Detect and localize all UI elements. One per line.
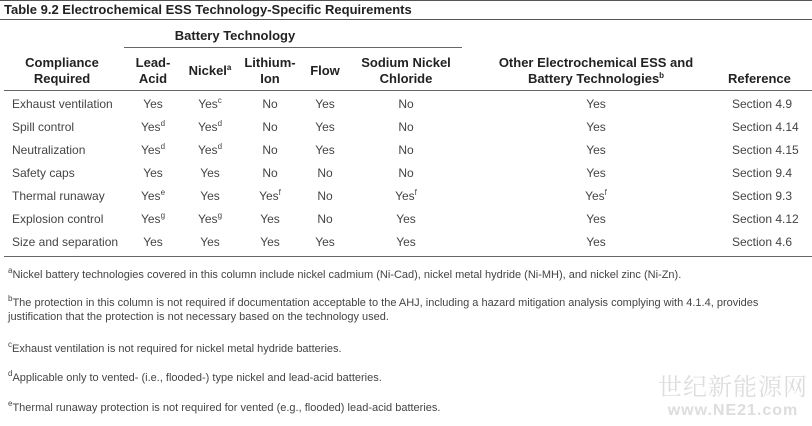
- footnote-a: [8, 268, 768, 282]
- cell-value: No: [398, 166, 414, 180]
- row-label: Neutralization: [12, 143, 86, 157]
- footnote-text: Thermal runaway protection is not required for vented (e.g., flooded) lead-acid batteries.: [12, 402, 441, 414]
- footnote-mark: c: [8, 340, 12, 349]
- footnote-mark: b: [8, 294, 13, 303]
- cell-value: No: [317, 212, 333, 226]
- cell-reference: Section 4.6: [732, 235, 793, 249]
- cell-lead-acid: [124, 166, 182, 180]
- cell-lead-acid: [124, 97, 182, 111]
- cell-lithium-ion: [238, 189, 302, 203]
- col-header-flow: Flow: [310, 63, 340, 78]
- cell-lead-acid: [124, 120, 182, 134]
- col-header-reference: Reference: [728, 71, 791, 86]
- footnote-mark: d: [8, 369, 13, 378]
- cell-flow: [302, 189, 348, 203]
- cell-reference: Section 9.4: [732, 166, 793, 180]
- cell-value: No: [398, 143, 414, 157]
- cell-other: [472, 97, 720, 111]
- cell-value: Yes: [200, 189, 220, 203]
- footnote-text: Exhaust ventilation is not required for nickel metal hydride batteries.: [12, 343, 342, 355]
- cell-lead-acid: [124, 212, 182, 226]
- cell-value: Yes: [396, 212, 416, 226]
- cell-value: Yes: [197, 120, 218, 134]
- cell-sodium-nickel-chloride: [350, 166, 462, 180]
- cell-sodium-nickel-chloride: [350, 143, 462, 157]
- cell-value: Yes: [197, 143, 218, 157]
- row-label: Thermal runaway: [12, 189, 105, 203]
- cell-value: Yes: [585, 189, 605, 203]
- footnote-marker: e: [160, 188, 166, 197]
- footnote-marker: g: [217, 211, 223, 220]
- footnote-marker: d: [217, 142, 223, 151]
- cell-value: No: [398, 97, 414, 111]
- cell-sodium-nickel-chloride: [350, 212, 462, 226]
- cell-value: Yes: [315, 143, 335, 157]
- cell-lithium-ion: [238, 120, 302, 134]
- cell-nickel: [182, 212, 238, 226]
- footnote-text: Nickel battery technologies covered in this column include nickel cadmium (Ni-Cad), nickel metal hydride (Ni-MH), and nickel zinc (Ni-Zn).: [12, 269, 682, 281]
- footnote-marker: d: [217, 119, 223, 128]
- cell-nickel: [182, 97, 238, 111]
- row-label: Exhaust ventilation: [12, 97, 113, 111]
- col-header-lead-acid: Lead- Acid: [135, 55, 171, 86]
- cell-value: Yes: [260, 212, 280, 226]
- cell-value: Yes: [315, 235, 335, 249]
- cell-value: No: [262, 120, 278, 134]
- cell-other: [472, 189, 720, 203]
- cell-value: No: [317, 166, 333, 180]
- header-rule: [4, 90, 812, 91]
- cell-other: [472, 143, 720, 157]
- cell-sodium-nickel-chloride: [350, 120, 462, 134]
- table-bottom-rule: [4, 256, 812, 257]
- cell-lithium-ion: [238, 235, 302, 249]
- cell-reference: Section 4.9: [732, 97, 793, 111]
- cell-value: No: [262, 166, 278, 180]
- row-label: Explosion control: [12, 212, 104, 226]
- cell-lithium-ion: [238, 97, 302, 111]
- cell-value: Yes: [586, 143, 606, 157]
- cell-reference: Section 4.12: [732, 212, 799, 226]
- cell-value: Yes: [200, 235, 220, 249]
- cell-value: Yes: [197, 212, 218, 226]
- footnote-b: [8, 296, 768, 324]
- cell-value: Yes: [143, 235, 163, 249]
- col-header-nickel: Nickel$^a$: [188, 63, 232, 78]
- cell-lead-acid: [124, 143, 182, 157]
- cell-value: Yes: [200, 166, 220, 180]
- cell-value: Yes: [586, 97, 606, 111]
- footnote-marker: d: [160, 142, 166, 151]
- cell-nickel: [182, 189, 238, 203]
- footnote-text: The protection in this column is not required if documentation acceptable to the AHJ, including a hazard mitigation analysis complying with 4.1.4, provides justification that the protection is not necessary based on the technology used.: [8, 297, 759, 323]
- cell-value: Yes: [140, 120, 161, 134]
- cell-lithium-ion: [238, 212, 302, 226]
- cell-value: Yes: [140, 212, 161, 226]
- cell-flow: [302, 120, 348, 134]
- cell-nickel: [182, 120, 238, 134]
- cell-value: Yes: [395, 189, 415, 203]
- cell-sodium-nickel-chloride: [350, 235, 462, 249]
- cell-nickel: [182, 143, 238, 157]
- cell-value: Yes: [315, 97, 335, 111]
- footnote-mark: e: [8, 399, 13, 408]
- cell-flow: [302, 166, 348, 180]
- cell-flow: [302, 143, 348, 157]
- cell-flow: [302, 235, 348, 249]
- footnote-e: [8, 401, 768, 415]
- cell-other: [472, 235, 720, 249]
- cell-value: Yes: [198, 97, 218, 111]
- footnote-marker: g: [160, 211, 166, 220]
- cell-value: Yes: [259, 189, 279, 203]
- col-header-other: Other Electrochemical ESS and Battery Technologies$^b$: [498, 55, 694, 86]
- cell-lithium-ion: [238, 143, 302, 157]
- cell-reference: Section 4.15: [732, 143, 799, 157]
- footnote-text: Applicable only to vented- (i.e., flooded-) type nickel and lead-acid batteries.: [12, 372, 382, 384]
- cell-lithium-ion: [238, 166, 302, 180]
- cell-value: Yes: [396, 235, 416, 249]
- cell-value: No: [317, 189, 333, 203]
- cell-value: Yes: [315, 120, 335, 134]
- cell-sodium-nickel-chloride: [350, 97, 462, 111]
- cell-lead-acid: [124, 235, 182, 249]
- cell-lead-acid: [124, 189, 182, 203]
- cell-nickel: [182, 235, 238, 249]
- footnote-d: [8, 371, 768, 385]
- cell-sodium-nickel-chloride: [350, 189, 462, 203]
- watermark: 世纪新能源网 www.NE21.com: [658, 374, 808, 419]
- cell-value: Yes: [143, 97, 163, 111]
- group-header-underline: [124, 47, 462, 48]
- footnote-marker: f: [604, 188, 607, 197]
- footnote-marker: c: [217, 96, 222, 105]
- cell-value: Yes: [140, 143, 161, 157]
- cell-other: [472, 120, 720, 134]
- cell-value: No: [262, 143, 278, 157]
- cell-flow: [302, 212, 348, 226]
- footnote-marker: f: [278, 188, 281, 197]
- cell-value: No: [398, 120, 414, 134]
- footnote-c: [8, 342, 768, 356]
- footnote-marker: f: [414, 188, 417, 197]
- col-header-sodium-nickel-chloride: Sodium Nickel Chloride: [361, 55, 451, 86]
- cell-value: Yes: [260, 235, 280, 249]
- cell-reference: Section 4.14: [732, 120, 799, 134]
- row-label: Safety caps: [12, 166, 75, 180]
- cell-value: Yes: [586, 120, 606, 134]
- footnote-marker: d: [160, 119, 166, 128]
- cell-reference: Section 9.3: [732, 189, 793, 203]
- row-label: Size and separation: [12, 235, 119, 249]
- cell-value: Yes: [586, 212, 606, 226]
- cell-value: Yes: [586, 235, 606, 249]
- cell-value: Yes: [143, 166, 163, 180]
- table-title: Table 9.2 Electrochemical ESS Technology-Specific Requirements: [0, 0, 812, 20]
- cell-other: [472, 212, 720, 226]
- col-header-compliance: Compliance Required: [25, 55, 99, 86]
- cell-nickel: [182, 166, 238, 180]
- cell-flow: [302, 97, 348, 111]
- row-label: Spill control: [12, 120, 75, 134]
- col-header-lithium-ion: Lithium- Ion: [244, 55, 296, 86]
- cell-value: Yes: [586, 166, 606, 180]
- group-header-battery-technology: Battery Technology: [174, 28, 296, 43]
- cell-value: Yes: [140, 189, 161, 203]
- cell-value: No: [262, 97, 278, 111]
- cell-other: [472, 166, 720, 180]
- footnote-mark: a: [8, 266, 13, 275]
